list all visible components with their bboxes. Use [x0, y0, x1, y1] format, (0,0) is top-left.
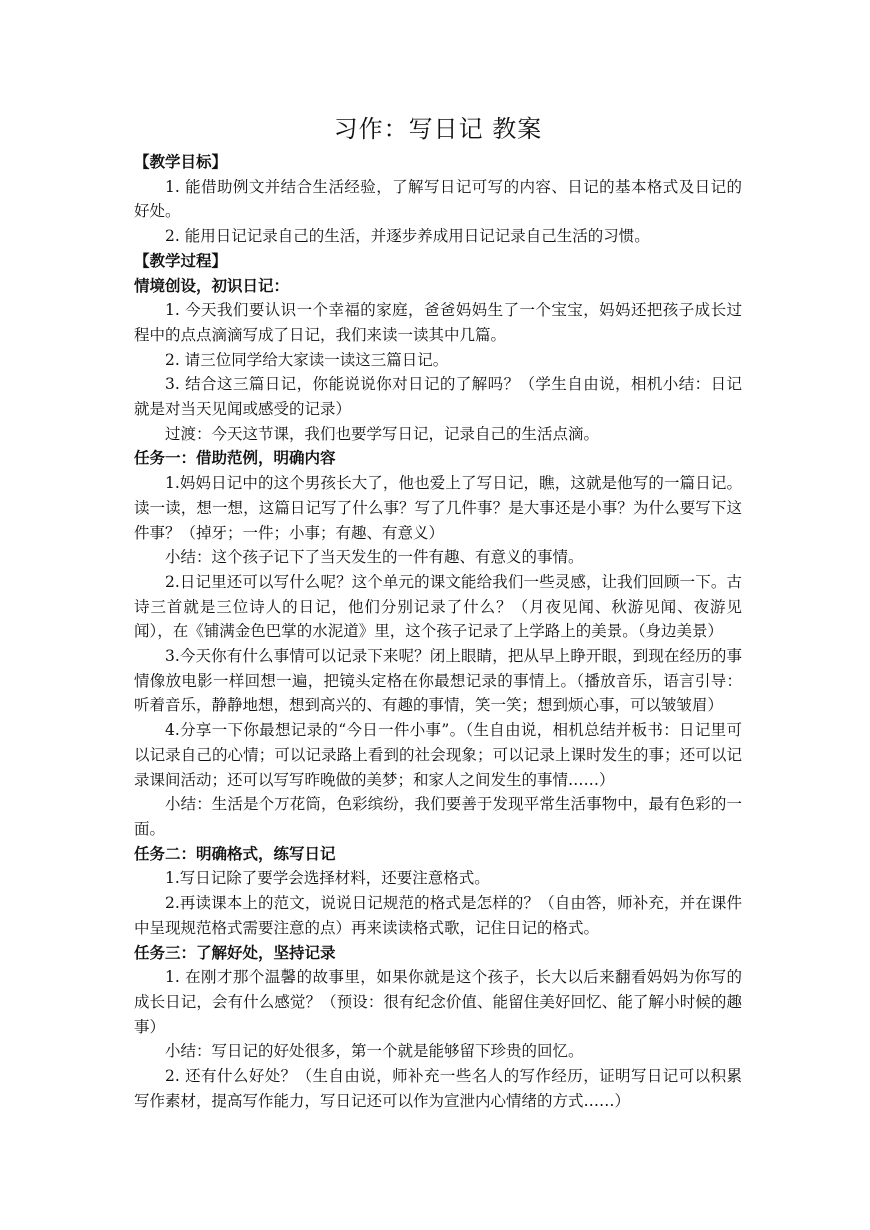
paragraph: 1. 在刚才那个温馨的故事里，如果你就是这个孩子，长大以后来翻看妈妈为你写的成长日记，会有什么感觉？（预设：很有纪念价值、能留住美好回忆、能了解小时候的趣事） [134, 968, 742, 1036]
section-heading-task-one: 任务一：借助范例，明确内容 [134, 449, 336, 468]
section-heading-task-three: 任务三：了解好处，坚持记录 [134, 943, 336, 962]
paragraph: 2. 请三位同学给大家读一读这三篇日记。 [165, 350, 449, 369]
paragraph: 1. 今天我们要认识一个幸福的家庭，爸爸妈妈生了一个宝宝，妈妈还把孩子成长过程中的点点滴滴写成了日记，我们来读一读其中几篇。 [134, 301, 742, 344]
document-title: 习作：写日记 教案 [333, 115, 543, 143]
section-heading-task-two: 任务二：明确格式，练写日记 [134, 844, 336, 863]
section-heading-objectives: 【教学目标】 [134, 153, 228, 171]
paragraph: 2. 还有什么好处？（生自由说，师补充一些名人的写作经历，证明写日记可以积累写作素材，提高写作能力，写日记还可以作为宣泄内心情绪的方式……） [134, 1067, 742, 1110]
paragraph: 小结：写日记的好处很多，第一个就是能够留下珍贵的回忆。 [165, 1042, 584, 1061]
paragraph: 3. 结合这三篇日记，你能说说你对日记的了解吗？（学生自由说，相机小结：日记就是对当天见闻或感受的记录） [134, 375, 742, 419]
paragraph: 过渡：今天这节课，我们也要学写日记，记录自己的生活点滴。 [165, 424, 600, 443]
paragraph: 1.写日记除了要学会选择材料，还要注意格式。 [165, 869, 490, 888]
paragraph: 2.再读课本上的范文，说说日记规范的格式是怎样的？（自由答，师补充，并在课件中呈现规范格式需要注意的点）再来读读格式歌，记住日记的格式。 [134, 894, 742, 937]
paragraph: 1.妈妈日记中的这个男孩长大了，他也爱上了写日记，瞧，这就是他写的一篇日记。读一读，想一想，这篇日记写了什么事？写了几件事？是大事还是小事？为什么要写下这件事？（掉牙；一件；小事；有趣、有意义） [134, 474, 742, 542]
paragraph: 2. 能用日记记录自己的生活，并逐步养成用日记记录自己生活的习惯。 [165, 227, 650, 246]
paragraph: 1. 能借助例文并结合生活经验，了解写日记可写的内容、日记的基本格式及日记的好处。 [134, 177, 742, 221]
paragraph: 3.今天你有什么事情可以记录下来呢？闭上眼睛，把从早上睁开眼，到现在经历的事情像放电影一样回想一遍，把镜头定格在你最想记录的事情上。（播放音乐，语言引导：听着音乐，静静地想，想到高兴的、有趣的事情，笑一笑；想到烦心事，可以皱皱眉） [134, 647, 742, 715]
paragraph: 小结：这个孩子记下了当天发生的一件有趣、有意义的事情。 [165, 548, 584, 567]
paragraph: 4.分享一下你最想记录的“今日一件小事”。（生自由说，相机总结并板书：日记里可以记录自己的心情；可以记录路上看到的社会现象；可以记录上课时发生的事；还可以记录课间活动；还可以写写昨晚做的美梦；和家人之间发生的事情……） [134, 721, 742, 789]
paragraph: 2.日记里还可以写什么呢？这个单元的课文能给我们一些灵感，让我们回顾一下。古诗三首就是三位诗人的日记，他们分别记录了什么？（月夜见闻、秋游见闻、夜游见闻），在《铺满金色巴掌的水泥道》里，这个孩子记录了上学路上的美景。（身边美景） [134, 572, 742, 641]
section-heading-intro: 情境创设，初识日记： [134, 276, 290, 295]
paragraph: 小结：生活是个万花筒，色彩缤纷，我们要善于发现平常生活事物中，最有色彩的一面。 [134, 795, 742, 838]
section-heading-process: 【教学过程】 [134, 251, 228, 270]
